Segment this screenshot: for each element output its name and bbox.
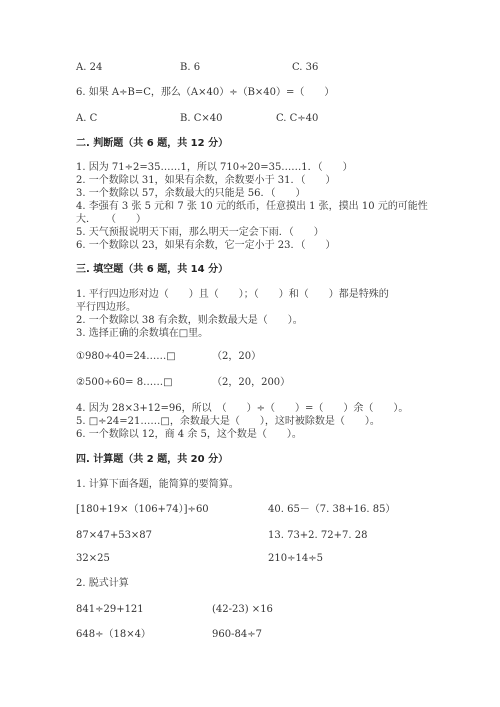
s3-item-2: 2. 一个数除以 38 有余数，则余数最大是（ ）。	[76, 315, 303, 326]
step-row	[0, 603, 500, 617]
section-4-heading: 四. 计算题（共 2 题，共 20 分）	[76, 454, 229, 465]
q6-stem: 6. 如果 A÷B=C，那么（A×40）÷（B×40）=（ ）	[76, 87, 335, 98]
step-expr: 960-84÷7	[212, 629, 262, 640]
step-expr: (42-23) ×16	[212, 604, 273, 615]
choice-2-expr: ②500÷60= 8……□	[76, 377, 173, 388]
calc-expr: 32×25	[76, 553, 110, 564]
s4-sub-2: 2. 脱式计算	[76, 578, 129, 589]
choice-2-options: （2，20，200）	[212, 377, 291, 388]
s2-item-3: 3. 一个数除以 57，余数最大的只能是 56．（ ）	[76, 188, 306, 199]
s2-item-4-cont: 大． （ ）	[76, 214, 146, 225]
s3-item-4: 4. 因为 28×3+12=96，所以 （ ）÷（ ）=（ ）余（ ）。	[76, 403, 409, 414]
calc-expr: 40. 65－（7. 38+16. 85）	[268, 504, 396, 515]
s3-item-5: 5. □÷24=21……□，余数最大是（ ），这时被除数是（ ）。	[76, 416, 380, 427]
calc-expr: [180+19×（106+74）]÷60	[76, 504, 209, 515]
calc-row	[0, 503, 500, 517]
s3-item-1-cont: 平行四边形。	[76, 302, 136, 313]
s3-item-3: 3. 选择正确的余数填在□里。	[76, 328, 209, 339]
q6-option-a: A. C	[76, 113, 98, 124]
q6-options	[0, 112, 500, 126]
s4-sub-1: 1. 计算下面各题，能简算的要简算。	[76, 479, 239, 490]
q5-options	[0, 61, 500, 75]
calc-row	[0, 529, 500, 543]
s3-choice-1	[0, 350, 500, 364]
step-expr: 648÷（18×4）	[76, 629, 151, 640]
calc-expr: 210÷14÷5	[268, 553, 323, 564]
calc-row	[0, 552, 500, 566]
q5-option-b: B. 6	[180, 62, 201, 73]
step-expr: 841÷29+121	[76, 604, 144, 615]
choice-1-expr: ①980÷40=24……□	[76, 351, 176, 362]
s2-item-6: 6. 一个数除以 23，如果有余数，它一定小于 23．（ ）	[76, 240, 336, 251]
calc-expr: 87×47+53×87	[76, 530, 153, 541]
choice-1-options: （2，20）	[212, 351, 262, 362]
step-row	[0, 628, 500, 642]
section-3-heading: 三. 填空题（共 6 题，共 14 分）	[76, 264, 229, 275]
s3-choice-2	[0, 376, 500, 390]
q5-option-c: C. 36	[292, 62, 319, 73]
section-2-heading: 二. 判断题（共 6 题，共 12 分）	[76, 138, 229, 149]
s2-item-1: 1. 因为 71÷2=35……1，所以 710÷20=35……1．（ ）	[76, 162, 353, 173]
q5-option-a: A. 24	[76, 62, 103, 73]
s3-item-1: 1. 平行四边形对边（ ）且（ ）；（ ）和（ ）都是特殊的	[76, 289, 389, 300]
s2-item-4: 4. 李强有 3 张 5 元和 7 张 10 元的纸币，任意摸出 1 张，摸出 10 元的可能性	[76, 201, 428, 212]
s2-item-5: 5. 天气预报说明天下雨，那么明天一定会下雨．（ ）	[76, 227, 324, 238]
s3-item-6: 6. 一个数除以 12，商 4 余 5，这个数是（ ）。	[76, 429, 302, 440]
s2-item-2: 2. 一个数除以 31，如果有余数，余数要小于 31．（ ）	[76, 175, 336, 186]
calc-expr: 13. 73+2. 72+7. 28	[268, 530, 368, 541]
q6-option-c: C. C÷40	[276, 113, 319, 124]
q6-option-b: B. C×40	[180, 113, 223, 124]
